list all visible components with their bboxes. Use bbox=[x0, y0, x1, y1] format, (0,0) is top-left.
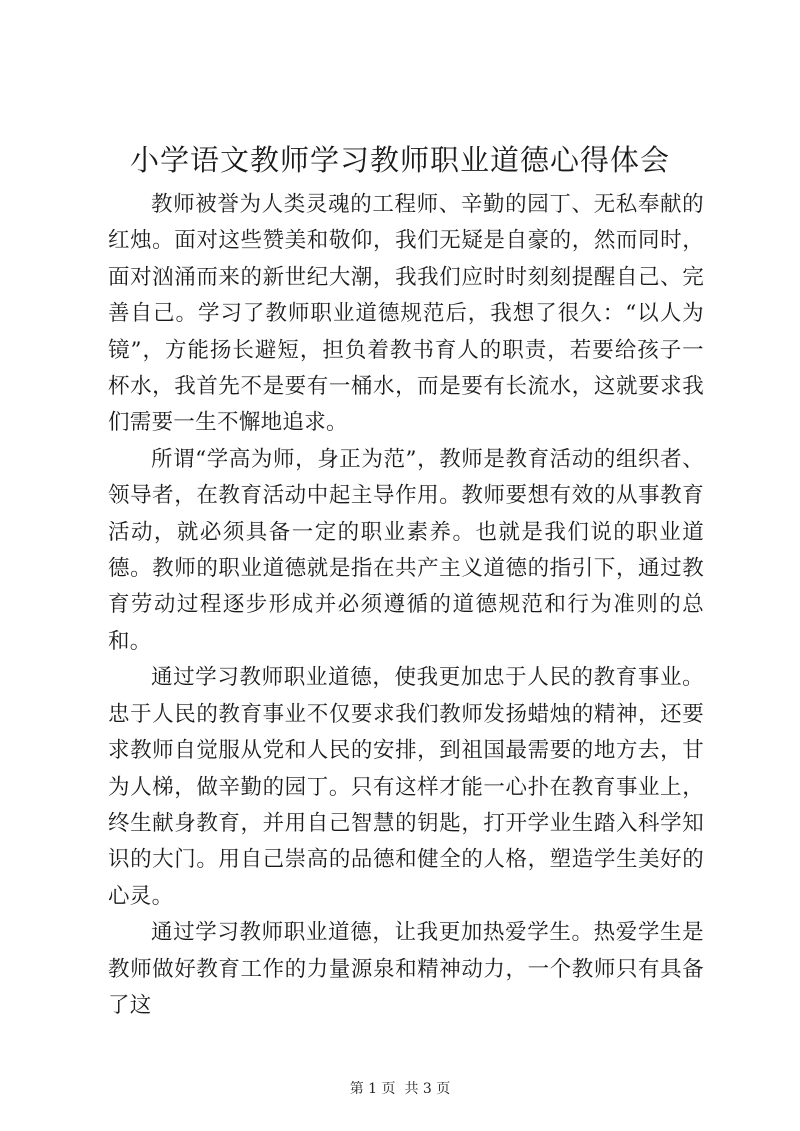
paragraph-4: 通过学习教师职业道德，让我更加热爱学生。热爱学生是教师做好教育工作的力量源泉和精神动力，一个教师只有具备了这 bbox=[108, 920, 704, 1018]
paragraph-2: 所谓“学高为师，身正为范”，教师是教育活动的组织者、领导者，在教育活动中起主导作用。教师要想有效的从事教育活动，就必须具备一定的职业素养。也就是我们说的职业道德。教师的职业道德就是指在共产主义道德的指引下，通过教育劳动过程逐步形成并必须遵循的道德规范和行为准则的总和。 bbox=[108, 446, 704, 654]
page-number: 第 1 页 共 3 页 bbox=[349, 1081, 451, 1097]
paragraph-1: 教师被誉为人类灵魂的工程师、辛勤的园丁、无私奉献的红烛。面对这些赞美和敬仰，我们无疑是自豪的，然而同时，面对汹涌而来的新世纪大潮，我我们应时时刻刻提醒自己、完善自己。学习了教师职业道德规范后，我想了很久：“以人为镜”，方能扬长避短，担负着教书育人的职责，若要给孩子一杯水，我首先不是要有一桶水，而是要有长流水，这就要求我们需要一生不懈地追求。 bbox=[108, 192, 704, 436]
paragraph-3: 通过学习教师职业道德，使我更加忠于人民的教育事业。忠于人民的教育事业不仅要求我们教师发扬蜡烛的精神，还要求教师自觉服从党和人民的安排，到祖国最需要的地方去，甘为人梯，做辛勤的园丁。只有这样才能一心扑在教育事业上，终生献身教育，并用自己智慧的钥匙，打开学业生踏入科学知识的大门。用自己崇高的品德和健全的人格，塑造学生美好的心灵。 bbox=[108, 665, 704, 909]
document-title: 小学语文教师学习教师职业道德心得体会 bbox=[129, 143, 670, 177]
document-body bbox=[108, 187, 704, 1024]
page-footer bbox=[0, 1078, 800, 1098]
